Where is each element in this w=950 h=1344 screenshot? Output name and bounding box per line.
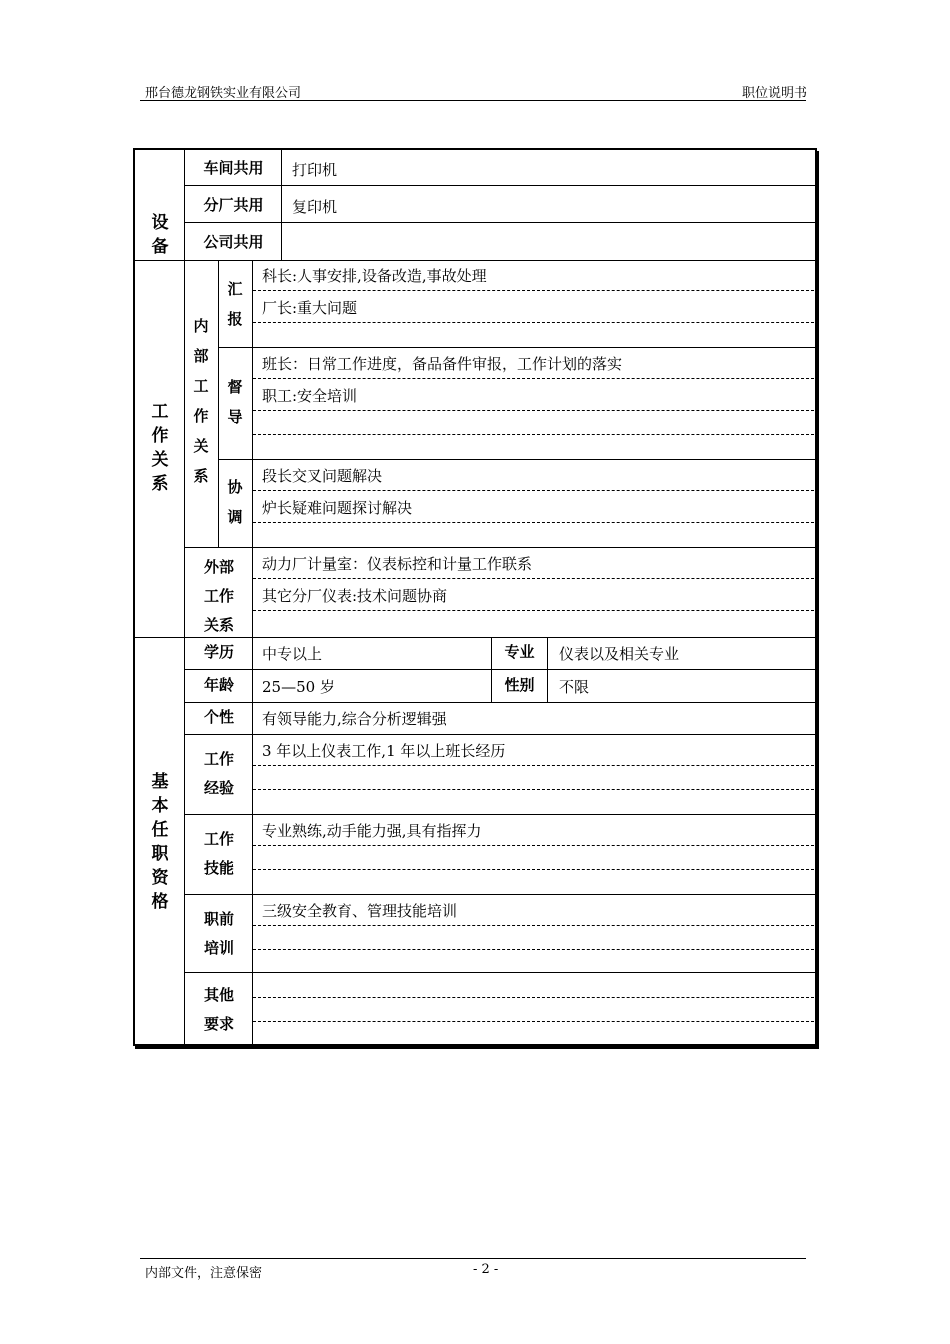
internal-relations-label: 内部工作关系 [193, 317, 209, 485]
external-line-1: 动力厂计量室：仪表标控和计量工作联系 [262, 555, 533, 573]
divider [135, 260, 815, 261]
document-type: 职位说明书 [741, 86, 807, 101]
dashed-line [253, 522, 814, 523]
header-rule [140, 100, 806, 101]
dashed-line [253, 610, 814, 611]
divider [184, 702, 815, 703]
other-requirements-label: 其他 要求 [203, 986, 234, 1033]
divider [184, 547, 815, 548]
report-label: 汇报 [227, 280, 243, 328]
experience-value: 3 年以上仪表工作,1 年以上班长经历 [262, 742, 506, 760]
equipment-label-branch: 分厂共用 [203, 196, 264, 214]
experience-label: 工作 经验 [203, 750, 234, 797]
age-label: 年龄 [203, 676, 234, 694]
confidential-note: 内部文件，注意保密 [145, 1266, 263, 1281]
divider [281, 150, 282, 260]
dashed-line [253, 949, 814, 950]
dashed-line [253, 845, 814, 846]
dashed-line [253, 378, 814, 379]
divider [252, 637, 253, 1046]
divider [184, 150, 185, 1046]
report-line-2: 厂长:重大问题 [262, 299, 358, 317]
footer-rule [140, 1258, 806, 1259]
major-label: 专业 [504, 643, 535, 661]
supervise-label: 督导 [227, 378, 243, 426]
report-line-1: 科长:人事安排,设备改造,事故处理 [262, 267, 487, 285]
training-label: 职前 培训 [203, 910, 234, 957]
divider [252, 260, 253, 637]
personality-label: 个性 [203, 708, 234, 726]
section-qualifications: 基本任职资格 [151, 772, 169, 912]
coordinate-line-1: 段长交叉问题解决 [262, 467, 383, 485]
divider [218, 459, 815, 460]
equipment-value-branch: 复印机 [292, 198, 338, 216]
skills-value: 专业熟练,动手能力强,具有指挥力 [262, 822, 482, 840]
dashed-line [253, 1021, 814, 1022]
coordinate-line-2: 炉长疑难问题探讨解决 [262, 499, 413, 517]
dashed-line [253, 290, 814, 291]
training-value: 三级安全教育、管理技能培训 [262, 902, 458, 920]
personality-value: 有领导能力,综合分析逻辑强 [262, 710, 447, 728]
dashed-line [253, 322, 814, 323]
divider [184, 894, 815, 895]
major-value: 仪表以及相关专业 [559, 645, 680, 663]
education-label: 学历 [203, 643, 234, 661]
skills-label: 工作 技能 [203, 830, 234, 877]
dashed-line [253, 578, 814, 579]
divider [218, 260, 219, 547]
equipment-label-company: 公司共用 [203, 233, 264, 251]
equipment-label-workshop: 车间共用 [203, 159, 264, 177]
external-relations-label: 外部 工作 关系 [203, 558, 234, 634]
gender-label: 性别 [504, 676, 535, 694]
dashed-line [253, 490, 814, 491]
equipment-value-workshop: 打印机 [292, 161, 338, 179]
education-value: 中专以上 [262, 645, 323, 663]
dashed-line [253, 410, 814, 411]
dashed-line [253, 997, 814, 998]
divider [184, 222, 815, 223]
external-line-2: 其它分厂仪表:技术问题协商 [262, 587, 448, 605]
dashed-line [253, 869, 814, 870]
gender-value: 不限 [559, 678, 590, 696]
divider [184, 669, 815, 670]
supervise-line-1: 班长：日常工作进度，备品备件审报，工作计划的落实 [262, 355, 623, 373]
section-equipment: 设备 [151, 213, 169, 257]
coordinate-label: 协调 [227, 478, 243, 526]
page-number: - 2 - [473, 1262, 499, 1277]
supervise-line-2: 职工:安全培训 [262, 387, 358, 405]
company-name: 邢台德龙钢铁实业有限公司 [145, 86, 302, 101]
age-value: 25—50 岁 [262, 678, 335, 696]
bottom-rule [253, 1046, 817, 1049]
divider [184, 185, 815, 186]
divider [184, 814, 815, 815]
divider [184, 972, 815, 973]
divider [218, 347, 815, 348]
divider [184, 734, 815, 735]
dashed-line [253, 434, 814, 435]
section-work-relations: 工作关系 [151, 402, 169, 494]
dashed-line [253, 765, 814, 766]
dashed-line [253, 925, 814, 926]
dashed-line [253, 789, 814, 790]
